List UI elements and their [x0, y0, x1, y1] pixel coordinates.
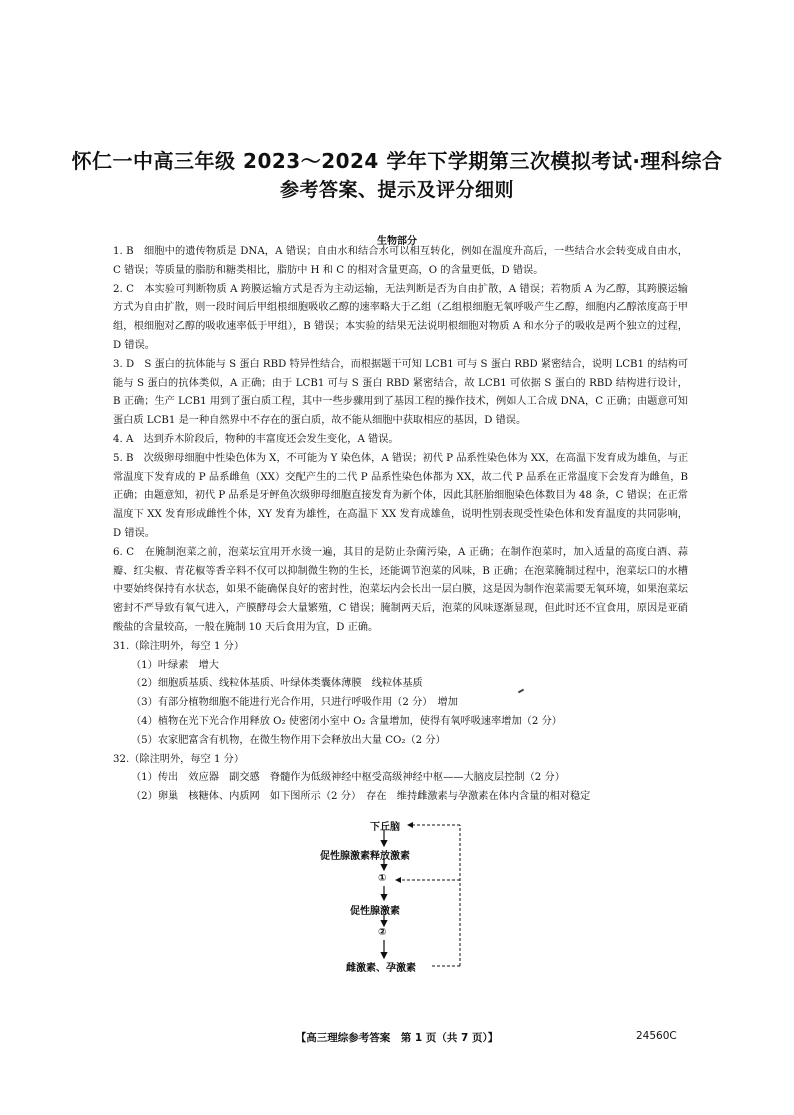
answer-item [113, 356, 688, 431]
answer-number: 4. A [113, 433, 134, 445]
answer-item [113, 243, 688, 281]
hormone-regulation-diagram [320, 818, 470, 978]
answer-number: 3. D [113, 358, 135, 370]
answer-item [113, 281, 688, 356]
node2-label: ② [378, 927, 387, 938]
q32-item: （2）卵巢 核糖体、内质网 如下图所示（2 分） 存在 维持雌激素与孕激素在体内含量的相对稳定 [131, 791, 591, 803]
q31-item: （3）有部分植物细胞不能进行光合作用，只进行呼吸作用（2 分） 增加 [131, 697, 458, 709]
answer-number: 1. B [113, 246, 134, 257]
answer-text: 次级卵母细胞中性染色体为 X，不可能为 Y 染色体，A 错误；初代 P 品系性染色体为 XX，在高温下发育成为雄鱼，与正常温度下发育成的 P 品系雌鱼（XX）交配产生的二代 P 品系性染色体都为 XX，故二代 P 品系在正常温度下会发育为雌鱼，B 正确；由题意知，初代 P 品系是牙鲆鱼次级卵母细胞直接发育为新个体，因此其胚胎细胞染色体数目为 48 条，C 错误；在正常温度下 XX 发育形成雌性个体，XY 发育为雄性，在高温下 XX 发育成雄鱼，说明性别表现受性染色体和发育温度的共同影响，D 错误。 [113, 452, 689, 539]
document-code: 24560C [636, 1030, 677, 1042]
gonadotropin-label: 促性腺激素 [350, 906, 400, 917]
document-subtitle: 参考答案、提示及评分细则 [279, 179, 514, 201]
q31-header: 31.（除注明外，每空 1 分） [113, 640, 245, 652]
section-heading: 生物部分 [377, 236, 417, 247]
q32-item: （1）传出 效应器 副交感 脊髓作为低级神经中枢受高级神经中枢——大脑皮层控制（2 分） [131, 772, 565, 784]
q31-item: （1）叶绿素 增大 [131, 659, 219, 671]
diagram-arrows [320, 818, 470, 978]
answer-text: 本实验可判断物质 A 跨膜运输方式是否为主动运输，无法判断是否为自由扩散，A 错误；若物质 A 为乙醇，其跨膜运输方式为自由扩散，则一段时间后甲组根细胞吸收乙醇的速率略大于乙组（乙组根细胞无氧呼吸产生乙醇，细胞内乙醇浓度高于甲组，根细胞对乙醇的吸收速率低于甲组），B 错误；本实验的结果无法说明根细胞对物质 A 和水分子的吸收是两个独立的过程，D 错误。 [113, 283, 688, 351]
node1-label: ① [378, 873, 387, 884]
answer-body [113, 243, 688, 807]
sex-hormone-label: 雌激素、孕激素 [346, 963, 416, 974]
answer-text: 在腌制泡菜之前，泡菜坛宜用开水烫一遍，其目的是防止杂菌污染，A 正确；在制作泡菜时，加入适量的高度白酒、蒜瓣、红尖椒、青花椒等香辛料不仅可以抑制微生物的生长，还能调节泡菜的风味，B 正确；在泡菜腌制过程中，泡菜坛口的水槽中要始终保持有水状态，如果不能确保良好的密封性，泡菜坛内会长出一层白膜，这是因为制作泡菜需要无氧环境，如果泡菜坛密封不严导致有氧气进入，产膜酵母会大量繁殖，C 错误；腌制两天后，泡菜的风味逐渐显现，但此时还不宜食用，原因是亚硝酸盐的含量较高，一般在腌制 10 天后食用为宜，D 正确。 [113, 546, 688, 633]
document-title: 怀仁一中高三年级 2023～2024 学年下学期第三次模拟考试·理科综合 [71, 149, 723, 173]
answer-item [113, 431, 688, 450]
answer-number: 5. B [113, 452, 134, 464]
answer-item [113, 544, 688, 638]
q32-header: 32.（除注明外，每空 1 分） [113, 753, 245, 765]
answer-text: 达到乔木阶段后，物种的丰富度还会发生变化，A 错误。 [143, 433, 399, 445]
page-footer: 【高三理综参考答案 第 1 页（共 7 页）】 [295, 1032, 499, 1044]
hypothalamus-label: 下丘脑 [370, 822, 400, 833]
answer-number: 2. C [113, 283, 134, 295]
answer-text: 细胞中的遗传物质是 DNA，A 错误；自由水和结合水可以相互转化，例如在温度升高后，一些结合水会转变成自由水，C 错误；等质量的脂肪和糖类相比，脂肪中 H 和 C 的相对含量更高，O 的含量更低，D 错误。 [113, 246, 688, 276]
q31-item: （5）农家肥富含有机物，在微生物作用下会释放出大量 CO₂（2 分） [131, 734, 446, 746]
answer-text: S 蛋白的抗体能与 S 蛋白 RBD 特异性结合，而根据题干可知 LCB1 可与 S 蛋白 RBD 紧密结合，说明 LCB1 的结构可能与 S 蛋白的抗体类似，A 正确；由于 LCB1 可与 S 蛋白 RBD 紧密结合，故 LCB1 可依据 S 蛋白的 RBD 结构进行设计，B 正确；生产 LCB1 用到了蛋白质工程，其中一些步骤用到了基因工程的操作技术，例如人工合成 DNA，C 正确；由题意可知蛋白质 LCB1 是一种自然界中不存在的蛋白质，故不能从细胞中获取相应的基因，D 错误。 [113, 358, 689, 427]
q31-item: （4）植物在光下光合作用释放 O₂ 使密闭小室中 O₂ 含量增加，使得有氧呼吸速率增加（2 分） [131, 715, 562, 727]
answer-item [113, 450, 688, 544]
q31-item: （2）细胞质基质、线粒体基质、叶绿体类囊体薄膜 线粒体基质 [131, 678, 423, 690]
gnrh-label: 促性腺激素释放激素 [320, 851, 410, 862]
answer-number: 6. C [113, 546, 135, 558]
